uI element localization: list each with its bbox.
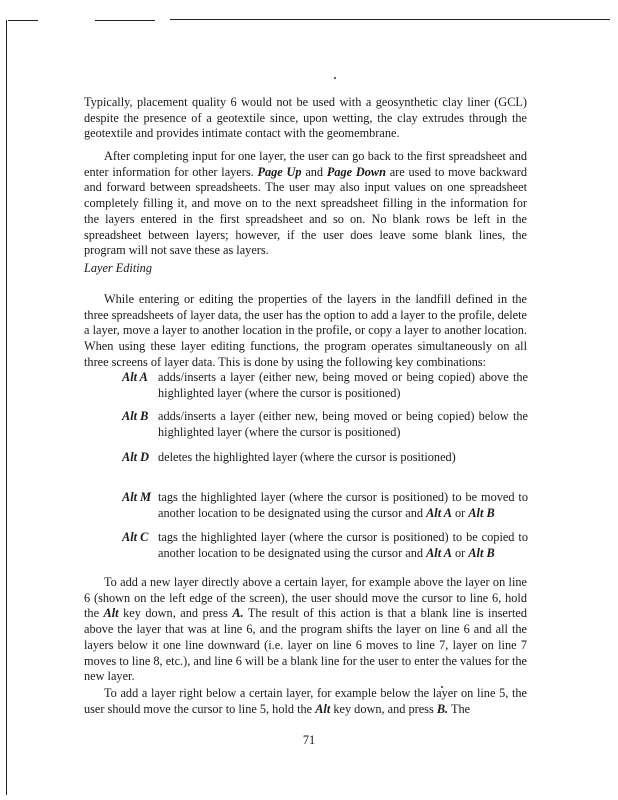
paragraph-layer-editing-intro: While entering or editing the properties of the layers in the landfill defined in the three spreadsheets of layer data, the user has the option to add a layer to the profile, delete a layer, move a layer to another location in the profile, or copy a layer to another location. When using these layer editing functions, the program operates simultaneously on all three screens of layer data. This is done by using the following key combinations: <box>84 292 527 369</box>
page-number: 71 <box>302 733 316 747</box>
key-page-down: Page Down <box>326 164 386 179</box>
scan-edge-top <box>170 19 610 20</box>
key-alt-m: Alt M <box>122 490 152 504</box>
key-alt-a-description: adds/inserts a layer (either new, being moved or being copied) above the highlighted layer (where the cursor is positioned) <box>158 370 528 400</box>
text: To add a new layer directly above a certain layer, for example above the layer on line 6 (shown on the left edge of the screen), the user should move the cursor to line 6, hold the <box>84 575 527 621</box>
key-ref-alt-b: Alt B <box>468 505 495 520</box>
text: key down, and press <box>330 701 437 716</box>
section-heading-layer-editing: Layer Editing <box>84 261 152 275</box>
paragraph-add-layer-below <box>84 686 527 717</box>
text: and <box>301 164 327 179</box>
text: After completing input for one layer, the user can go back to the first spreadsheet and enter information for other layers. <box>84 149 527 179</box>
key-alt-a: Alt A <box>122 370 148 384</box>
text: tags the highlighted layer (where the cursor is positioned) to be moved to another location to be designated using the cursor and <box>158 490 528 520</box>
text: The result of this action is that a blank line is inserted above the layer that was at line 6, and the program shifts the layer on line 6 and all the layers below it one line downward (i.e. layer on line 6 moves to line 7, layer on line 7 moves to line 8, etc.), and line 6 will be a blank line for the user to enter the values for the new layer. <box>84 606 527 684</box>
scan-speck <box>334 77 336 79</box>
key-alt: Alt <box>103 606 119 621</box>
key-ref-alt-a: Alt A <box>426 505 452 520</box>
key-ref-alt-a: Alt A <box>426 545 452 560</box>
scan-edge-left <box>6 20 7 795</box>
key-alt: Alt <box>315 701 331 716</box>
key-alt-b: Alt B <box>122 409 149 423</box>
key-ref-alt-b: Alt B <box>468 545 495 560</box>
key-alt-m-description <box>158 490 528 521</box>
key-alt-c-description <box>158 530 528 561</box>
scan-edge-top-left <box>8 20 38 21</box>
key-alt-d-description: deletes the highlighted layer (where the cursor is positioned) <box>158 450 456 464</box>
key-b: B. <box>436 701 449 716</box>
text: are used to move backward and forward between spreadsheets. The user may also input values on one spreadsheet completely filling it, and move on to the next spreadsheet filling in the information for the layers entered in the first spreadsheet and so on. No blank rows be left in the spreadsheet between layers; however, if the user does leave some blank lines, the program will not save these as layers. <box>84 164 527 258</box>
key-page-up: Page Up <box>257 164 302 179</box>
paragraph-add-layer-above <box>84 575 527 685</box>
text: tags the highlighted layer (where the cursor is positioned) to be copied to another location to be designated using the cursor and <box>158 530 528 560</box>
paragraph-gcl-note: Typically, placement quality 6 would not be used with a geosynthetic clay liner (GCL) despite the presence of a geotextile since, upon wetting, the clay extrudes through the geotextile and provides intimate contact with the geomembrane. <box>84 95 527 141</box>
paragraph-spreadsheet-navigation <box>84 149 527 259</box>
key-alt-b-description: adds/inserts a layer (either new, being moved or being copied) below the highlighted layer (where the cursor is positioned) <box>158 409 528 439</box>
scan-edge-top-mid <box>95 20 155 21</box>
text: key down, and press <box>118 606 233 621</box>
text: To add a layer right below a certain layer, for example below the layer on line 5, the user should move the cursor to line 5, hold the <box>84 686 527 716</box>
key-a: A. <box>232 606 244 621</box>
text: or <box>451 545 469 560</box>
text: or <box>451 505 469 520</box>
text: The <box>448 701 471 716</box>
key-alt-d: Alt D <box>122 450 149 464</box>
key-alt-c: Alt C <box>122 530 149 544</box>
